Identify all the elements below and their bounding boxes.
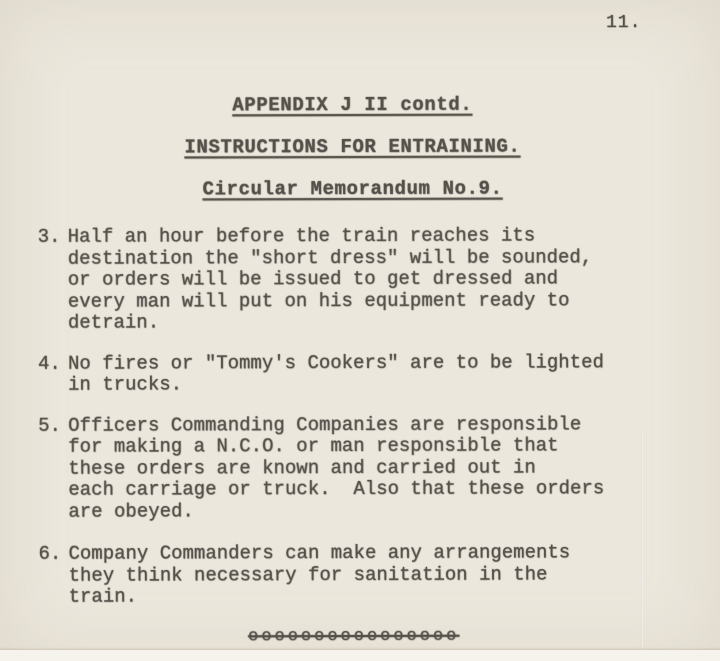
page-content bbox=[37, 93, 668, 646]
paragraph-number: 4. bbox=[37, 352, 61, 375]
page-number: 11. bbox=[606, 13, 642, 33]
paragraph-number: 5. bbox=[38, 414, 61, 437]
heading-memorandum bbox=[37, 177, 667, 201]
paragraph-item-3 bbox=[38, 225, 668, 334]
paragraph-number: 3. bbox=[37, 225, 61, 248]
paragraph-text: Half an hour before the train reaches its destination the "short dress" will be sounded, or orders will be issued to get dressed and every man will put on his equipment ready to detrain. bbox=[67, 224, 593, 334]
paragraph-text: Officers Commanding Companies are responsible for making a N.C.O. or man responsible that these orders are known and carried out in each carriage or truck. Also that these orders are obeyed. bbox=[68, 412, 605, 523]
paragraph-text: No fires or "Tommy's Cookers" are to be lighted in trucks. bbox=[67, 350, 604, 396]
heading-instructions-text: INSTRUCTIONS FOR ENTRAINING. bbox=[184, 135, 521, 159]
heading-appendix bbox=[37, 93, 667, 117]
heading-memorandum-text: Circular Memorandum No.9. bbox=[202, 177, 503, 201]
paragraph-number: 6. bbox=[38, 542, 62, 565]
heading-appendix-text: APPENDIX J II contd. bbox=[232, 93, 473, 117]
paragraph-item-4 bbox=[38, 352, 668, 397]
separator-ornament: oooooooooooooooo bbox=[248, 626, 460, 646]
paragraph-item-5 bbox=[38, 414, 668, 523]
second-sheet-edge bbox=[0, 650, 720, 661]
paper-crease bbox=[641, 430, 644, 661]
paragraph-item-6 bbox=[38, 542, 668, 608]
heading-instructions bbox=[37, 135, 667, 159]
paragraph-text: Company Commanders can make any arrangements they think necessary for sanitation in the train. bbox=[68, 541, 571, 608]
